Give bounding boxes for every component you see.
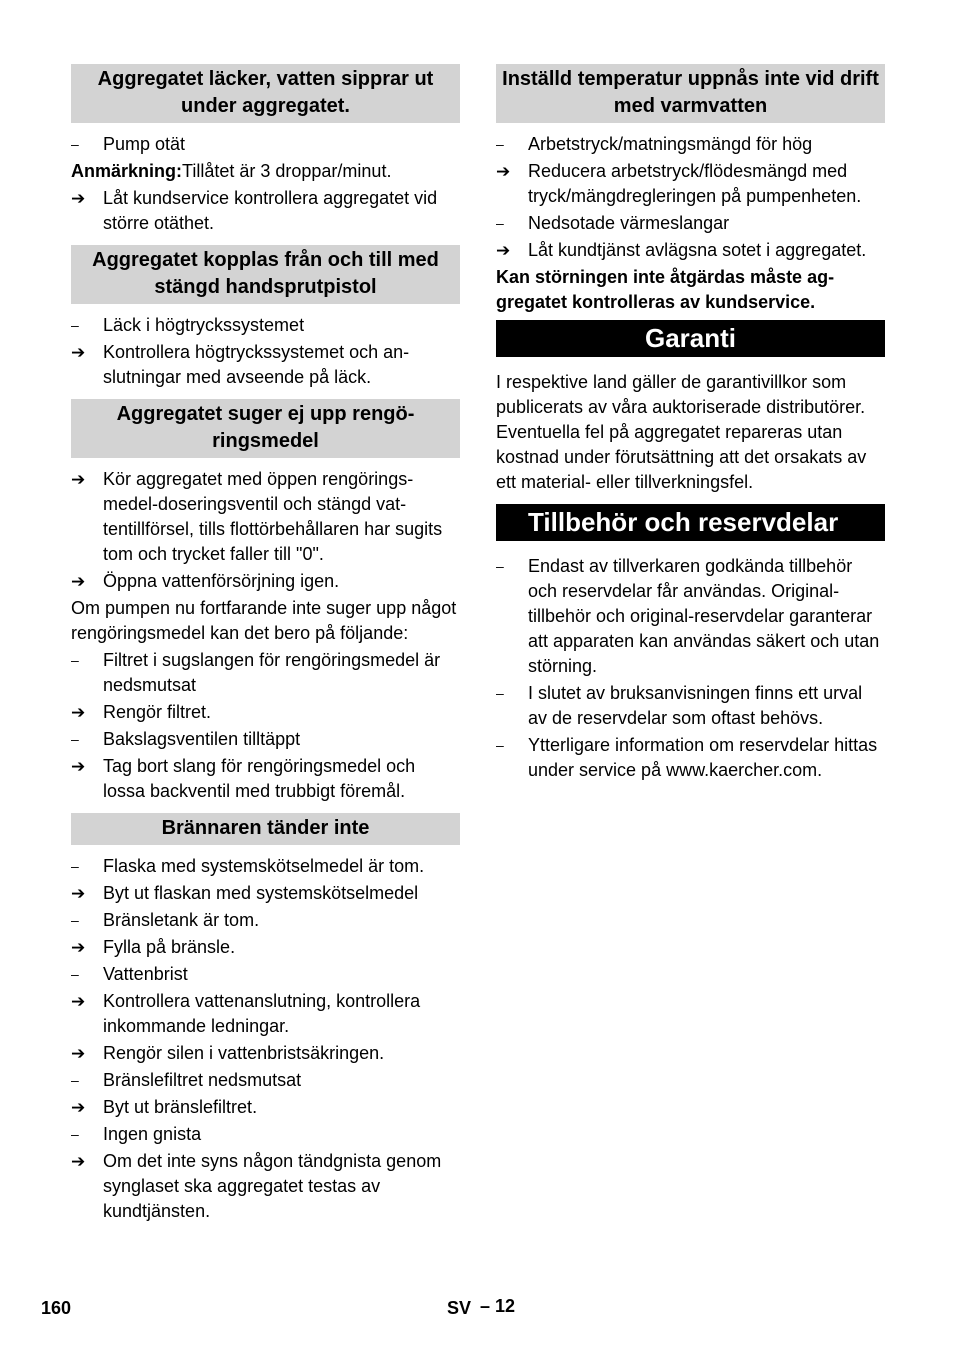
arrow-right-icon: ➔ [496, 162, 511, 181]
arrow-right-icon: ➔ [71, 572, 86, 591]
list-item: – Nedsotade värmeslangar [496, 211, 885, 236]
list-item: – Pump otät [71, 132, 460, 157]
list-item: ➔ Om det inte syns någon tändgnista genom synglaset ska aggregatet testas av kundtjänsten. [71, 1151, 442, 1221]
list-item: – Bränslefiltret nedsmutsat [71, 1068, 460, 1093]
note-label: Anmärkning: [71, 161, 183, 181]
dash-icon: – [71, 317, 79, 333]
page-number: 160 [41, 1298, 72, 1318]
list-item: ➔ Öppna vattenförsörjning igen. [71, 569, 460, 594]
arrow-right-icon: ➔ [71, 938, 86, 957]
list-item: – Ytterligare information om reservdelar hittas under service på www.kaercher.com. [496, 735, 878, 780]
list-item: – Filtret i sugslangen för rengöringsmedel är nedsmutsat [71, 650, 441, 695]
arrow-right-icon: ➔ [71, 884, 86, 903]
page-reference: – 12 [480, 1296, 516, 1316]
list-item: – Ingen gnista [71, 1122, 460, 1147]
arrow-right-icon: ➔ [71, 470, 86, 489]
language-code: SV [447, 1298, 472, 1318]
arrow-right-icon: ➔ [71, 992, 86, 1011]
arrow-right-icon: ➔ [496, 241, 511, 260]
section-heading-accessories: Tillbehör och reservdelar [496, 504, 885, 541]
dash-icon: – [496, 685, 504, 701]
list-item: ➔ Byt ut bränslefiltret. [71, 1095, 460, 1120]
dash-icon: – [496, 558, 504, 574]
list-item: – Arbetstryck/matningsmängd för hög [496, 132, 885, 157]
list-item: ➔ Låt kundservice kontrollera aggregatet vid större otäthet. [71, 188, 438, 233]
list-item: ➔ Låt kundtjänst avlägsna sotet i aggregatet. [496, 238, 885, 263]
note [71, 159, 460, 184]
list-item: – Bränsletank är tom. [71, 908, 460, 933]
bold-note: Kan störningen inte åtgärdas måste aggregatet kontrolleras av kundservice. [496, 267, 835, 312]
dash-icon: – [71, 652, 79, 668]
dash-icon: – [496, 215, 504, 231]
list-item: ➔ Tag bort slang för rengöringsmedel och lossa backventil med trubbigt föremål. [71, 756, 416, 801]
left-column [71, 64, 460, 1226]
arrow-right-icon: ➔ [71, 703, 86, 722]
list-item: – Flaska med systemskötselmedel är tom. [71, 854, 460, 879]
list-item: ➔ Reducera arbetstryck/flödesmängd med tryck/mängdregleringen på pumpenheten. [496, 161, 862, 206]
note-text: Tillåtet är 3 droppar/minut. [182, 161, 392, 181]
right-column [496, 64, 885, 785]
section-heading-temperature: Inställd temperatur uppnås inte vid drift med varmvatten [496, 64, 885, 123]
arrow-right-icon: ➔ [71, 1152, 86, 1171]
dash-icon: – [71, 136, 79, 152]
arrow-right-icon: ➔ [71, 189, 86, 208]
dash-icon: – [71, 912, 79, 928]
list-item: ➔ Byt ut flaskan med systemskötselmedel [71, 881, 460, 906]
arrow-right-icon: ➔ [71, 757, 86, 776]
list-item: ➔ Kontrollera högtryckssystemet och anslutningar med avseende på läck. [71, 342, 410, 387]
list-item: ➔ Rengör filtret. [71, 700, 460, 725]
section-heading-leak: Aggregatet läcker, vatten sipprar ut under aggregatet. [71, 64, 460, 123]
list-item: ➔ Rengör silen i vattenbristsäkringen. [71, 1041, 460, 1066]
section-heading-switching: Aggregatet kopplas från och till med stängd handsprutpistol [71, 245, 460, 304]
dash-icon: – [71, 1126, 79, 1142]
section-heading-garanti: Garanti [496, 320, 885, 357]
dash-icon: – [496, 136, 504, 152]
garanti-paragraph: I respektive land gäller de garantivillkor som publicerats av våra auktoriserade distributörer. Eventuella fel på aggregatet repareras utan kostnad under förutsättning att det orsakats av ett material- eller tillverkningsfel. [496, 372, 867, 492]
section-heading-detergent: Aggregatet suger ej upp rengöringsmedel [71, 399, 460, 458]
arrow-right-icon: ➔ [71, 1044, 86, 1063]
arrow-right-icon: ➔ [71, 1098, 86, 1117]
dash-icon: – [71, 966, 79, 982]
arrow-right-icon: ➔ [71, 343, 86, 362]
list-item: ➔ Kör aggregatet med öppen rengöringsmedel-doseringsventil och stängd vattentillförsel, tills flottörbehållaren har sugits tom och trycket faller till "0". [71, 469, 443, 564]
dash-icon: – [496, 737, 504, 753]
list-item: – Läck i högtryckssystemet [71, 313, 460, 338]
dash-icon: – [71, 858, 79, 874]
list-item: – Endast av tillverkaren godkända tillbehör och reservdelar får användas. Original-tillbehör och original-reservdelar garanterar att apparaten kan användas säkert och utan störning. [496, 556, 880, 676]
paragraph: Om pumpen nu fortfarande inte suger upp något rengöringsmedel kan det bero på följande: [71, 598, 457, 643]
list-item: – I slutet av bruksanvisningen finns ett urval av de reservdelar som oftast behövs. [496, 683, 863, 728]
section-heading-burner: Brännaren tänder inte [71, 813, 460, 845]
dash-icon: – [71, 731, 79, 747]
list-item: ➔ Kontrollera vattenanslutning, kontrollera inkommande ledningar. [71, 991, 421, 1036]
dash-icon: – [71, 1072, 79, 1088]
list-item: – Vattenbrist [71, 962, 460, 987]
list-item: – Bakslagsventilen tilltäppt [71, 727, 460, 752]
list-item: ➔ Fylla på bränsle. [71, 935, 460, 960]
